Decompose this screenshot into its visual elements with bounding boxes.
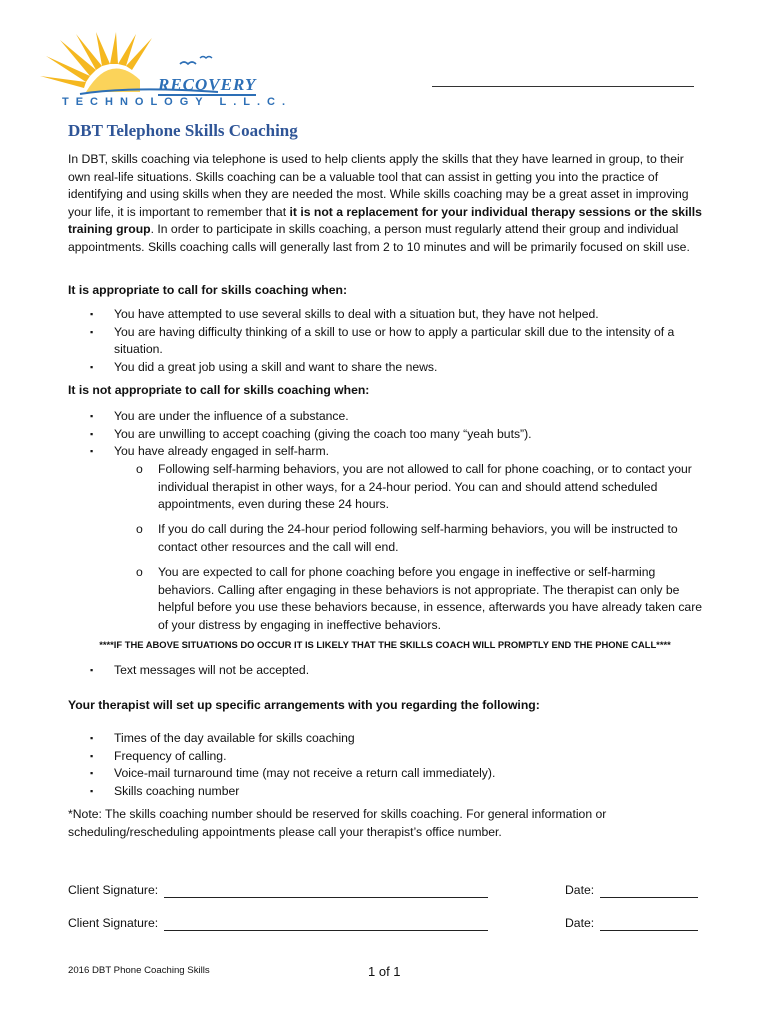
bullet-icon: ▪ [90,361,94,372]
self-harm-sublist-3 [136,564,704,634]
circle-bullet-icon: o [136,462,143,476]
list-item: ▪ Voice-mail turnaround time (may not receive a return call immediately). [90,765,704,783]
page-title: DBT Telephone Skills Coaching [68,121,298,140]
list-item: ▪ Text messages will not be accepted. [90,662,704,680]
signature-field[interactable] [164,883,488,898]
list-item: o Following self-harming behaviors, you are not allowed to call for phone coaching, or to contact your individual therapist in other ways, for a 24-hour period. You can and should attend scheduled appointments, even during these 24 hours. [136,462,692,512]
date-field[interactable] [600,916,698,931]
bullet-icon: ▪ [90,428,94,439]
date-field[interactable] [600,883,698,898]
company-logo [40,32,293,112]
list-item: ▪ You are under the influence of a substance. [90,408,704,426]
bullet-icon: ▪ [90,750,94,761]
text-message-list [90,662,704,680]
list-item: ▪ You did a great job using a skill and want to share the news. [90,359,704,377]
bullet-icon: ▪ [90,665,94,675]
list-item: ▪ You are unwilling to accept coaching (giving the coach too many “yeah buts”). [90,426,704,444]
list-item: ▪ Times of the day available for skills coaching [90,730,704,748]
arrangements-list [90,730,704,800]
warning-text: ****IF THE ABOVE SITUATIONS DO OCCUR IT IS LIKELY THAT THE SKILLS COACH WILL PROMPTLY END THE PHONE CALL**** [99,639,671,650]
list-item: ▪ You have attempted to use several skills to deal with a situation but, they have not helped. [90,306,704,324]
list-item: ▪ Frequency of calling. [90,748,704,766]
signature-label: Client Signature: [68,883,159,897]
list-item: ▪ You have already engaged in self-harm. [90,443,704,461]
self-harm-sublist-2 [136,521,704,556]
list-item: ▪ Skills coaching number [90,783,704,801]
list-item: o You are expected to call for phone coaching before you engage in ineffective or self-harming behaviors. Calling after engaging in these behaviors is not appropriate. The therapist can only be helpful before you use these behaviors because, in essence, afterwards you have already taken care of your distress by engaging in ineffective behaviors. [136,565,703,632]
intro-bold-text: it is not a replacement for your individual therapy sessions or the skills training group [68,204,702,237]
date-label: Date: [565,883,595,897]
not-appropriate-heading: It is not appropriate to call for skills coaching when: [68,383,370,397]
date-label: Date: [565,916,595,930]
footer-text: 2016 DBT Phone Coaching Skills [68,965,210,976]
logo-wordmark: RECOVERY [158,75,257,94]
appropriate-list [90,306,704,376]
bullet-icon: ▪ [90,326,94,337]
bullet-icon: ▪ [90,309,94,319]
signature-field[interactable] [164,916,488,931]
page-number: 1 of 1 [368,964,401,979]
arrangements-heading: Your therapist will set up specific arrangements with you regarding the following: [68,698,540,712]
intro-text-1: In DBT, skills coaching via telephone is used to help clients apply the skills that they have learned in group, to their own real-life situations. Skills coaching can be a valuable tool that can assist in getting you into the practice of identifying and using skills when they are needed the most. While skills coaching may be a great asset in improving your life, it is important to remember that [68,152,689,219]
intro-text-2: . In order to participate in skills coaching, a person must regularly attend their group and individual appointments. Skills coaching calls will generally last from 2 to 10 minutes and will be primarily focused on skill use. [68,222,690,254]
bullet-icon: ▪ [90,411,94,421]
logo-subtitle: TECHNOLOGY L.L.C. [62,96,293,108]
bullet-icon: ▪ [90,768,94,779]
intro-paragraph [68,151,708,257]
bullet-icon: ▪ [90,733,94,743]
self-harm-sublist-1 [136,461,704,514]
signature-label: Client Signature: [68,916,159,930]
header-rule [432,86,694,87]
circle-bullet-icon: o [136,565,143,579]
circle-bullet-icon: o [136,522,143,536]
bullet-icon: ▪ [90,446,94,457]
list-item: ▪ You are having difficulty thinking of a skill to use or how to apply a particular skill due to the intensity of a situation. [90,324,675,357]
not-appropriate-list [90,408,704,461]
list-item: o If you do call during the 24-hour period following self-harming behaviors, you will be instructed to contact other resources and the call will end. [136,522,678,554]
note-paragraph: *Note: The skills coaching number should be reserved for skills coaching. For general information or scheduling/rescheduling appointments please call your therapist’s office number. [68,807,607,839]
appropriate-heading: It is appropriate to call for skills coaching when: [68,283,348,297]
bullet-icon: ▪ [90,785,94,796]
